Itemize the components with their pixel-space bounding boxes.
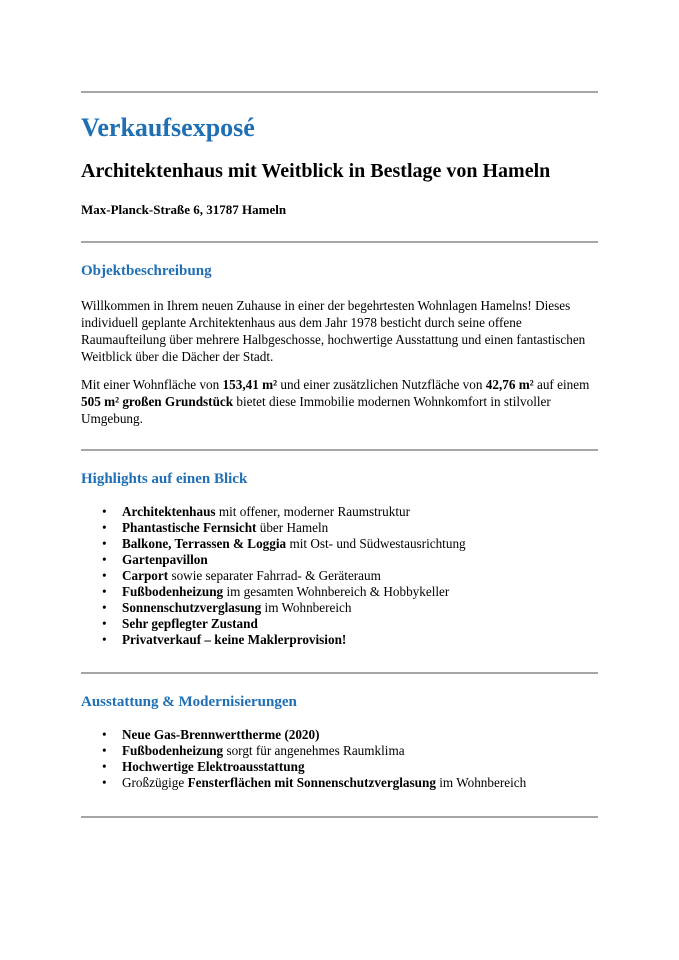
bullet-icon: • xyxy=(102,743,107,758)
list-item-bold: Fußbodenheizung xyxy=(122,584,224,599)
list-item-bold: Sehr gepflegter Zustand xyxy=(122,616,258,631)
bullet-icon: • xyxy=(102,584,107,599)
list-item-text: im Wohnbereich xyxy=(435,775,527,790)
section-heading-highlights: Highlights auf einen Blick xyxy=(81,471,248,487)
list-item xyxy=(81,632,466,648)
divider-highlights xyxy=(81,672,598,674)
list-item xyxy=(81,536,466,552)
bullet-icon: • xyxy=(102,520,107,535)
list-item-bold: Carport xyxy=(122,568,169,583)
list-item-bold: Hochwertige Elektroausstattung xyxy=(122,759,305,774)
bullet-icon: • xyxy=(102,504,107,519)
living-area-value: 153,41 m² xyxy=(222,377,278,392)
list-item-bold: Gartenpavillon xyxy=(122,552,208,567)
plot-size-value: 505 m² großen Grundstück xyxy=(81,394,234,409)
list-item-text: über Hameln xyxy=(256,520,329,535)
list-item-bold: Sonnenschutzverglasung xyxy=(122,600,262,615)
bullet-icon: • xyxy=(102,600,107,615)
description-paragraph-2: Mit einer Wohnfläche von 153,41 m² und einer zusätzlichen Nutzfläche von 42,76 m² auf einem 505 m² großen Grundstück bietet diese Immobilie modernen Wohnkomfort in stilvoller Umgebung. xyxy=(81,377,590,426)
section-heading-description: Objektbeschreibung xyxy=(81,263,212,279)
highlights-list xyxy=(81,504,466,648)
list-item-bold: Architektenhaus xyxy=(122,504,216,519)
list-item-bold: Fensterflächen mit Sonnenschutzverglasung xyxy=(187,775,436,790)
bullet-icon: • xyxy=(102,616,107,631)
list-item-text: mit Ost- und Südwestausrichtung xyxy=(286,536,466,551)
list-item-bold: Privatverkauf – keine Maklerprovision! xyxy=(122,632,347,647)
bullet-icon: • xyxy=(102,536,107,551)
list-item xyxy=(81,616,466,632)
bullet-icon: • xyxy=(102,759,107,774)
list-item xyxy=(81,504,466,520)
list-item-bold: Fußbodenheizung xyxy=(122,743,224,758)
bullet-icon: • xyxy=(102,775,107,790)
list-item xyxy=(81,584,466,600)
list-item-bold: Phantastische Fernsicht xyxy=(122,520,257,535)
document-title: Verkaufsexposé xyxy=(81,113,255,142)
list-item xyxy=(81,727,526,743)
section-heading-equipment: Ausstattung & Modernisierungen xyxy=(81,694,297,710)
list-item xyxy=(81,775,526,791)
list-item xyxy=(81,743,526,759)
list-item xyxy=(81,552,466,568)
list-item xyxy=(81,520,466,536)
usable-area-value: 42,76 m² xyxy=(485,377,534,392)
bullet-icon: • xyxy=(102,552,107,567)
divider-bottom xyxy=(81,816,598,818)
divider-description xyxy=(81,449,598,451)
equipment-list xyxy=(81,727,526,791)
property-address: Max-Planck-Straße 6, 31787 Hameln xyxy=(81,202,287,217)
bullet-icon: • xyxy=(102,632,107,647)
divider-top xyxy=(81,91,598,93)
bullet-icon: • xyxy=(102,568,107,583)
list-item xyxy=(81,600,466,616)
list-item-text: mit offener, moderner Raumstruktur xyxy=(215,504,410,519)
list-item xyxy=(81,568,466,584)
list-item-prefix: Großzügige xyxy=(122,775,188,790)
divider-header xyxy=(81,241,598,243)
bullet-icon: • xyxy=(102,727,107,742)
description-paragraph-1: Willkommen in Ihrem neuen Zuhause in einer der begehrtesten Wohnlagen Hamelns! Dieses individuell geplante Architektenhaus aus dem Jahr 1978 besticht durch seine offene Raumaufteilung über mehrere Halbgeschosse, hochwertige Ausstattung und einen fantastischen Weitblick über die Dächer der Stadt. xyxy=(81,298,586,364)
list-item-text: im Wohnbereich xyxy=(261,600,352,615)
document-subtitle: Architektenhaus mit Weitblick in Bestlage von Hameln xyxy=(81,160,551,182)
list-item xyxy=(81,759,526,775)
list-item-bold: Neue Gas-Brennwerttherme (2020) xyxy=(122,727,320,742)
list-item-text: sowie separater Fahrrad- & Geräteraum xyxy=(168,568,381,583)
list-item-bold: Balkone, Terrassen & Loggia xyxy=(122,536,287,551)
list-item-text: im gesamten Wohnbereich & Hobbykeller xyxy=(223,584,450,599)
list-item-text: sorgt für angenehmes Raumklima xyxy=(223,743,405,758)
